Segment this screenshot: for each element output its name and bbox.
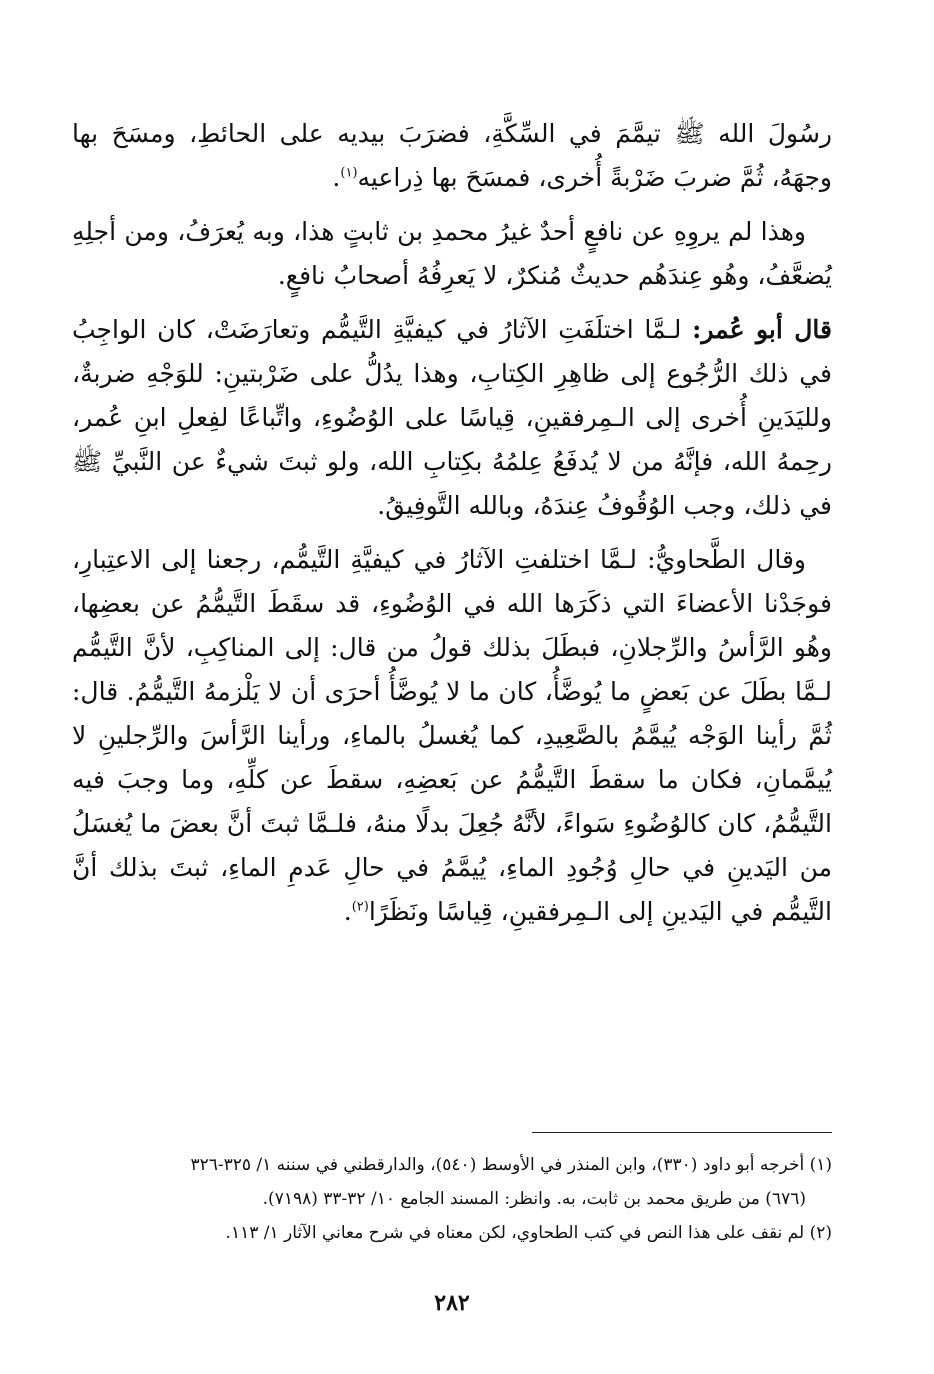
paragraph-1 [72,112,832,200]
footnotes-section [72,1148,832,1250]
paragraph-4-end: . [343,897,352,926]
footnote-ref-2[interactable]: (٢) [351,899,369,915]
footnote-1-line-2: (٦٧٦) من طريق محمد بن ثابت، به. وانظر: المسند الجامع ١٠/ ٣٢-٣٣ (٧١٩٨). [262,1189,806,1209]
paragraph-4 [72,538,832,934]
page-body [72,112,832,1332]
footnote-ref-1[interactable]: (١) [340,165,358,181]
page-number: ٢٨٢ [434,1290,470,1316]
paragraph-1-end: . [332,163,341,192]
speaker-label: قال أبو عُمر: [692,315,832,344]
paragraph-3 [72,308,832,528]
paragraph-2-text: وهذا لم يروِهِ عن نافعٍ أحدٌ غيرُ محمدِ بن ثابتٍ هذا، وبه يُعرَفُ، ومن أجلِهِ يُضعَّفُ، وهُو عِندَهُم حديثٌ مُنكرٌ، لا يَعرِفُهُ أصحابُ نافعٍ. [72,217,832,290]
footnote-divider [532,1132,832,1133]
paragraph-2 [72,210,832,298]
footnote-1-line-1: (١) أخرجه أبو داود (٣٣٠)، وابن المنذر في الأوسط (٥٤٠)، والدارقطني في سننه ١/ ٣٢٥-٣٢٦ [190,1155,832,1175]
paragraph-1-text: رسُولَ الله ﷺ تيمَّمَ في السِّكَّةِ، فضرَبَ بيديه على الحائطِ، ومسَحَ بها وجهَهُ، ثُمَّ ضربَ ضَرْبةً أُخرى، فمسَحَ بها ذِراعيه [72,119,832,192]
footnote-2: (٢) لم نقف على هذا النص في كتب الطحاوي، لكن معناه في شرح معاني الآثار ١/ ١١٣. [225,1223,832,1243]
paragraph-3-text: لـمَّا اختلَفَتِ الآثارُ في كيفيَّةِ التَّيمُّم وتعارَضَتْ، كان الواجِبُ في ذلك الرُّجُوع إلى ظاهِرِ الكِتابِ، وهذا يدُلُّ على ضَرْبتينِ: للوَجْهِ ضربةٌ، ولليَدَينِ أُخرى إلى الـمِرفقينِ، قِياسًا على الوُضُوءِ، واتِّباعًا لفِعلِ ابنِ عُمر، رحِمهُ الله، فإنَّهُ من لا يُدفَعُ عِلمُهُ بكِتابِ الله، ولو ثبتَ شيءٌ عن النَّبيِّ ﷺ في ذلك، وجب الوُقُوفُ عِندَهُ، وبالله التَّوفِيقُ. [72,315,832,520]
paragraph-4-text: وقال الطَّحاويُّ: لـمَّا اختلفتِ الآثارُ في كيفيَّةِ التَّيمُّم، رجعنا إلى الاعتِبارِ، فوجَدْنا الأعضاءَ التي ذكَرَها الله في الوُضُوءِ، قد سقَطَ التَّيمُّمُ عن بعضِها، وهُو الرَّأسُ والرِّجلانِ، فبطَلَ بذلك قولُ من قال: إلى المناكِبِ، لأنَّ التَّيمُّم لـمَّا بطَلَ عن بَعضٍ ما يُوضَّأُ، كان ما لا يُوضَّأُ أحرَى أن لا يَلْزمهُ التَّيمُّمُ. قال: ثُمَّ رأينا الوَجْه يُيمَّمُ بالصَّعِيدِ، كما يُغسلُ بالماءِ، ورأينا الرَّأسَ والرِّجلينِ لا يُيمَّمانِ، فكان ما سقطَ التَّيمُّمُ عن بَعضِهِ، سقطَ عن كلِّهِ، وما وجبَ فيه التَّيمُّمُ، كان كالوُضُوءِ سَواءً، لأنَّهُ جُعِلَ بدلًا منهُ، فلـمَّا ثبتَ أنَّ بعضَ ما يُغسَلُ من اليَدينِ في حالِ وُجُودِ الماءِ، يُيمَّمُ في حالِ عَدمِ الماءِ، ثبتَ بذلك أنَّ التَّيمُّم في اليَدينِ إلى الـمِرفقينِ، قِياسًا ونَظَرًا [72,545,832,926]
